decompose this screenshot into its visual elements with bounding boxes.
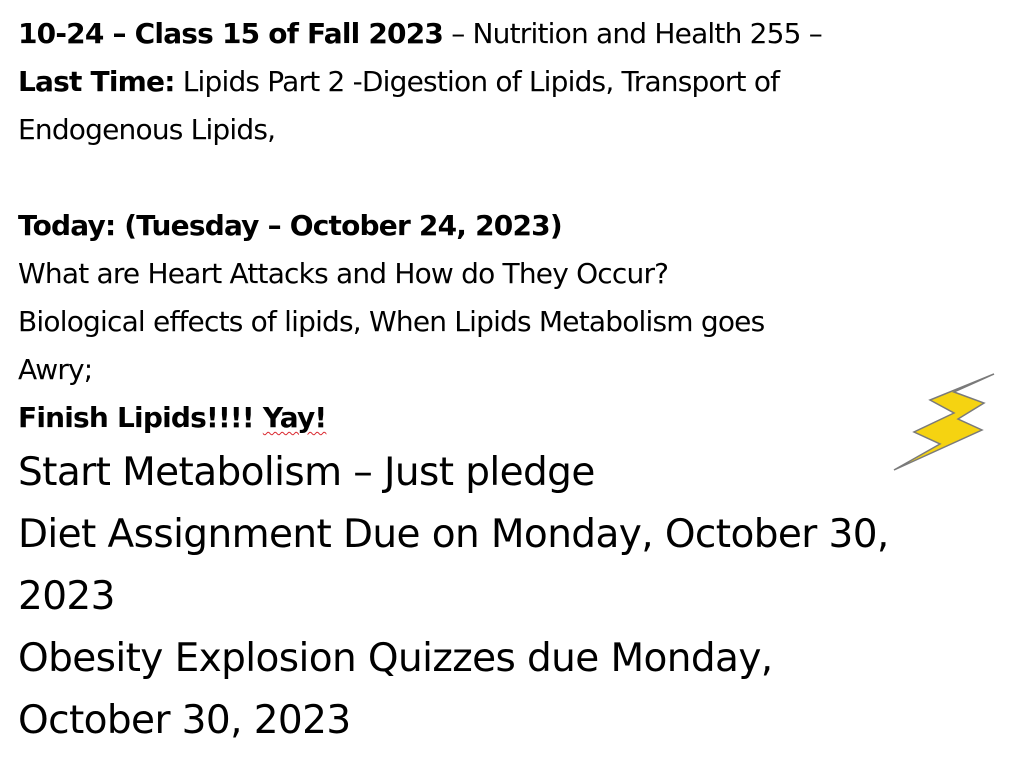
class-title-line bbox=[18, 10, 1005, 58]
today-heading: Today: (Tuesday – October 24, 2023) bbox=[18, 209, 562, 242]
yay-text: Yay! bbox=[262, 401, 327, 434]
finish-lipids-line bbox=[18, 394, 1005, 442]
last-time-text: Lipids Part 2 -Digestion of Lipids, Transport of bbox=[174, 65, 780, 98]
spacer bbox=[18, 154, 1005, 202]
obesity-quizzes-line: Obesity Explosion Quizzes due Monday, bbox=[18, 636, 773, 681]
finish-lipids-text: Finish Lipids!!!! bbox=[18, 401, 263, 434]
lightning-bolt-icon bbox=[890, 370, 1000, 475]
last-time-continuation: Endogenous Lipids, bbox=[18, 113, 276, 146]
diet-assignment-line: Diet Assignment Due on Monday, October 30, bbox=[18, 512, 889, 557]
obesity-quizzes-date: October 30, 2023 bbox=[18, 698, 351, 743]
today-item-biological-effects: Biological effects of lipids, When Lipids Metabolism goes bbox=[18, 305, 765, 338]
today-item-awry: Awry; bbox=[18, 353, 93, 386]
start-metabolism-line: Start Metabolism – Just pledge bbox=[18, 450, 595, 495]
diet-assignment-year: 2023 bbox=[18, 574, 115, 619]
course-name: – Nutrition and Health 255 – bbox=[443, 17, 822, 50]
last-time-label: Last Time: bbox=[18, 65, 175, 98]
class-label: 10-24 – Class 15 of Fall 2023 bbox=[18, 17, 444, 50]
last-time-line bbox=[18, 58, 1005, 106]
today-item-heart-attacks: What are Heart Attacks and How do They Occur? bbox=[18, 257, 669, 290]
